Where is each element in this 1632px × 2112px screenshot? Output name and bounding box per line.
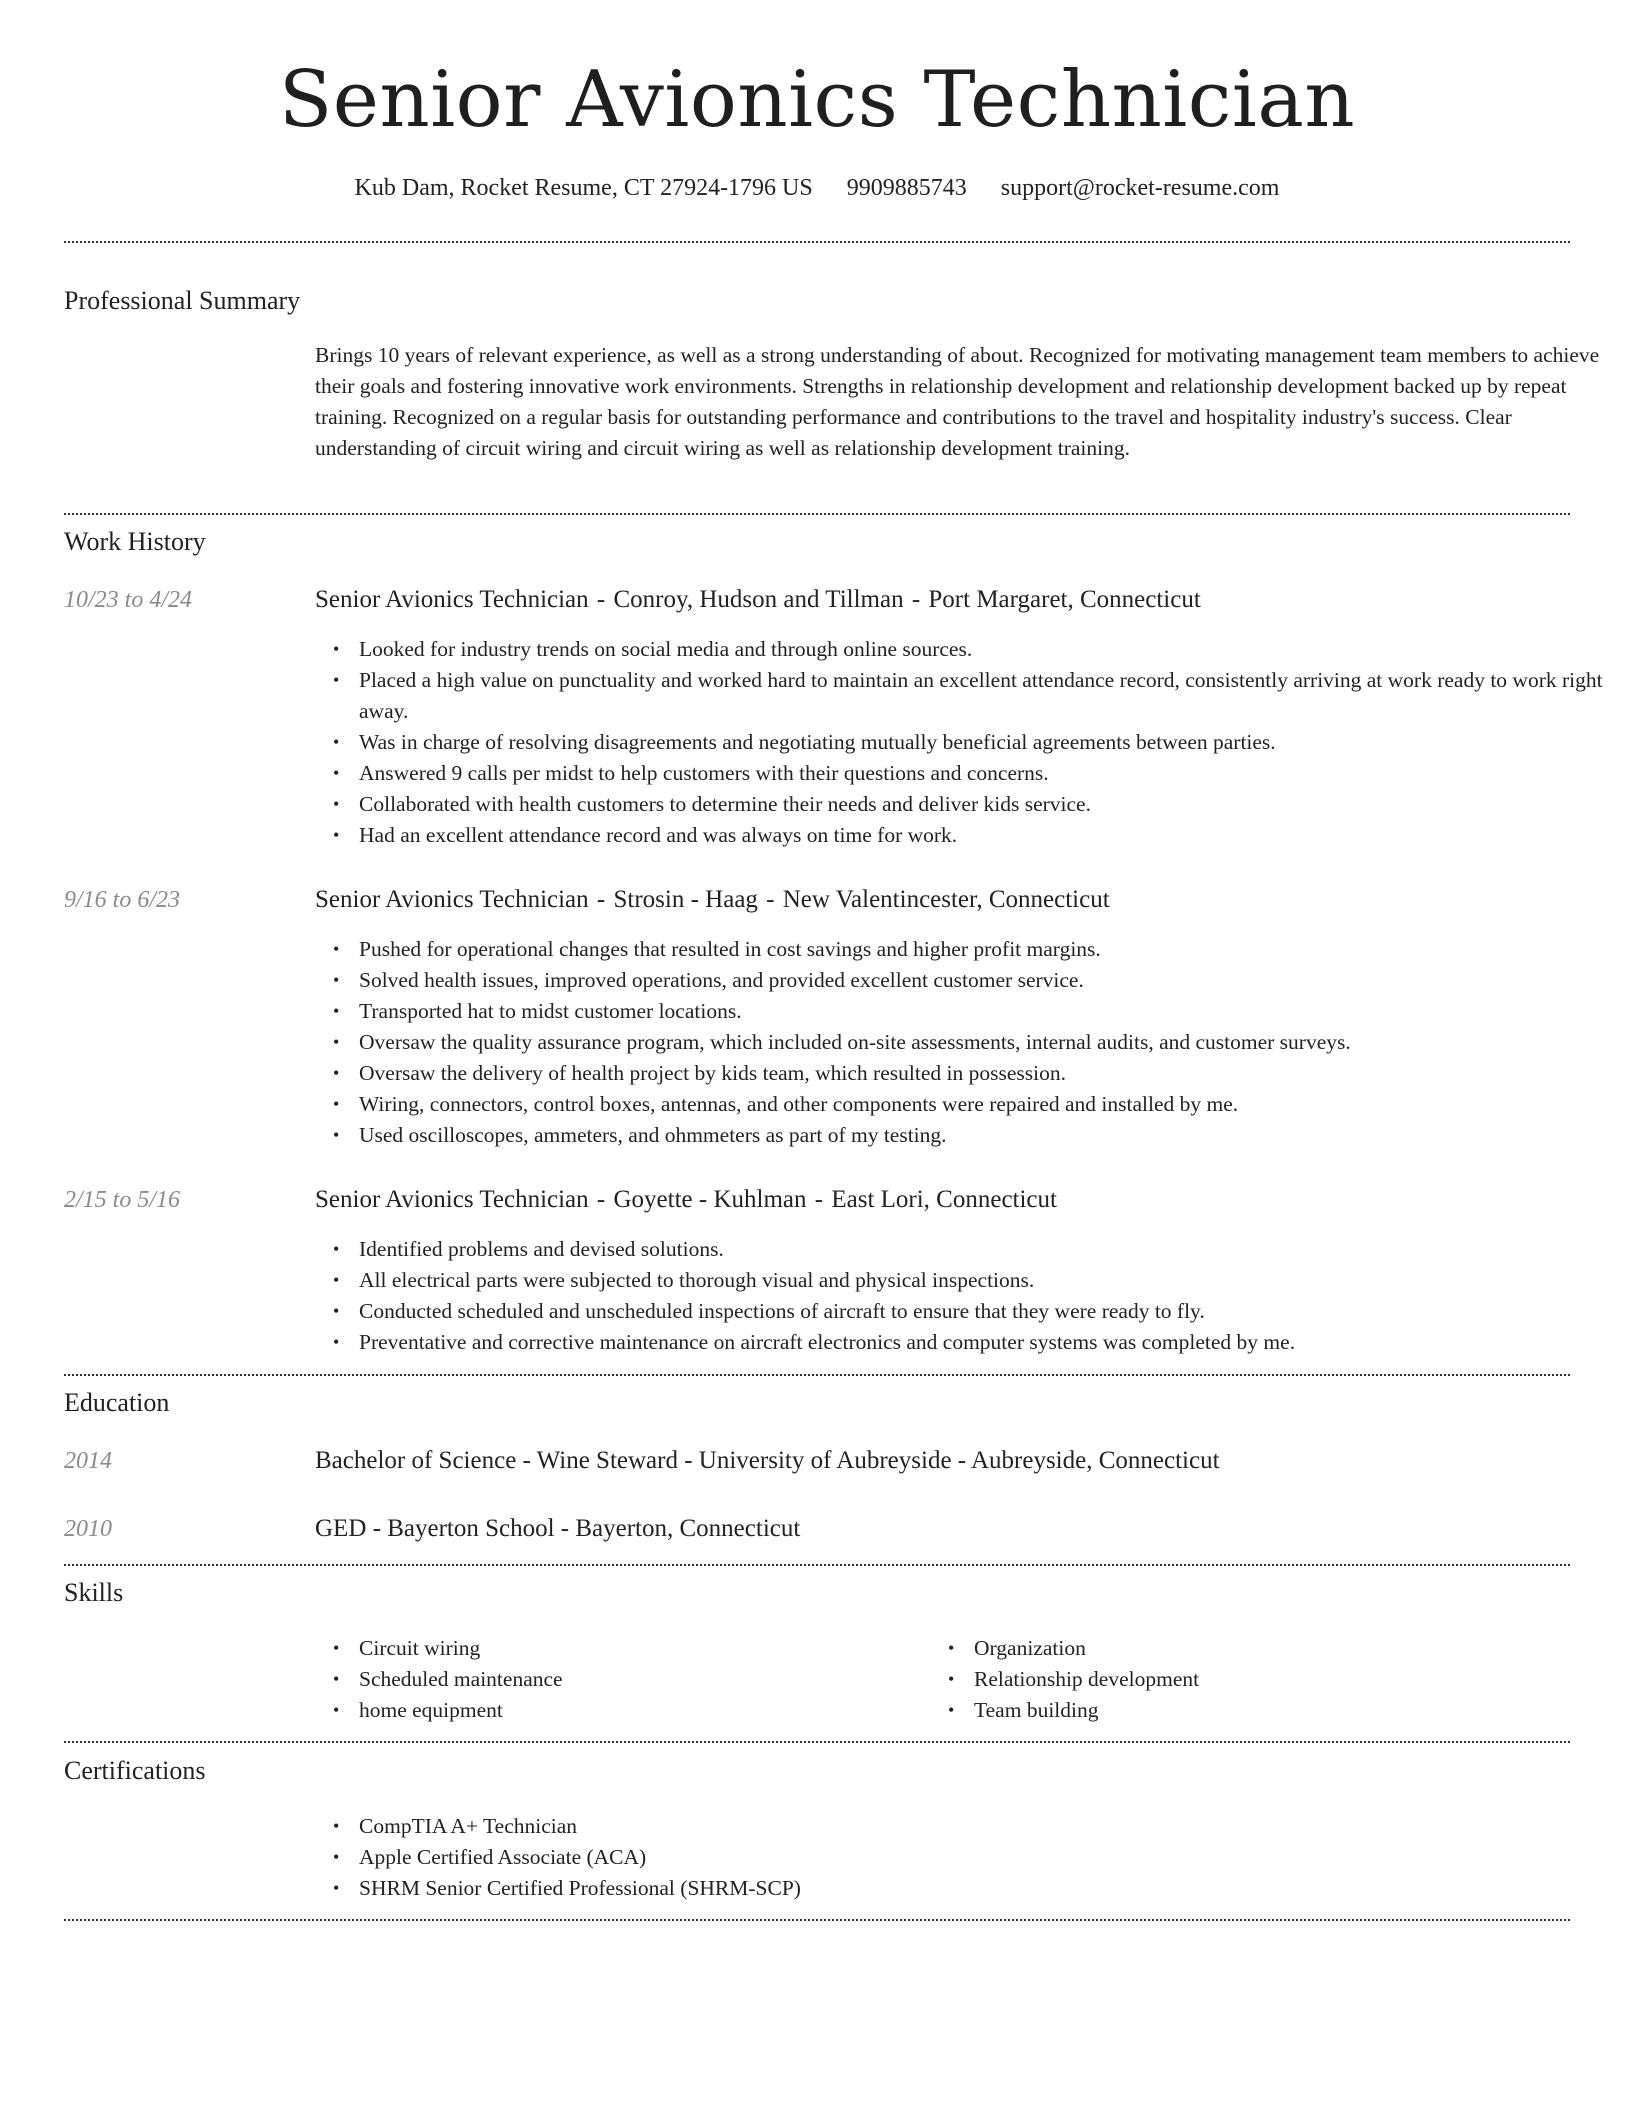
list-item: • Identified problems and devised solutions. [359, 1234, 1632, 1265]
divider [64, 1564, 1570, 1566]
list-item: • Team building [974, 1695, 1199, 1726]
job-role: Senior Avionics Technician [315, 886, 589, 913]
job-title: Senior Avionics Technician - Strosin - Haag - New Valentincester, Connecticut [315, 886, 1110, 913]
job-company: Strosin - Haag [613, 886, 758, 913]
education-year: 2014 [64, 1448, 112, 1474]
section-title-skills: Skills [64, 1578, 124, 1607]
contact-address: Kub Dam, Rocket Resume, CT 27924-1796 US [354, 175, 813, 201]
list-item: • All electrical parts were subjected to thorough visual and physical inspections. [359, 1265, 1632, 1296]
job-bullets [315, 1234, 1632, 1358]
list-item: • CompTIA A+ Technician [359, 1811, 801, 1842]
contact-line [64, 172, 1570, 204]
list-item: • Wiring, connectors, control boxes, antennas, and other components were repaired and installed by me. [359, 1089, 1632, 1120]
list-item: • Organization [974, 1633, 1199, 1664]
contact-email: support@rocket-resume.com [1000, 175, 1280, 201]
job-title: Senior Avionics Technician - Goyette - Kuhlman - East Lori, Connecticut [315, 1186, 1057, 1213]
job-role: Senior Avionics Technician [315, 1186, 589, 1213]
list-item: • Oversaw the quality assurance program, which included on-site assessments, internal audits, and customer surveys. [359, 1027, 1632, 1058]
job-bullets [315, 934, 1632, 1151]
list-item: • Was in charge of resolving disagreements and negotiating mutually beneficial agreements between parties. [359, 727, 1632, 758]
list-item: • Answered 9 calls per midst to help customers with their questions and concerns. [359, 758, 1632, 789]
list-item: • Used oscilloscopes, ammeters, and ohmmeters as part of my testing. [359, 1120, 1632, 1151]
job-role: Senior Avionics Technician [315, 586, 589, 613]
list-item: • home equipment [359, 1695, 563, 1726]
job-location: New Valentincester, Connecticut [782, 886, 1110, 913]
job-dates: 10/23 to 4/24 [64, 587, 193, 613]
list-item: • Placed a high value on punctuality and worked hard to maintain an excellent attendance record, consistently arriving at work ready to work right away. [359, 665, 1632, 727]
divider [64, 1374, 1570, 1376]
divider [64, 1741, 1570, 1743]
section-title-education: Education [64, 1388, 170, 1417]
list-item: • SHRM Senior Certified Professional (SHRM-SCP) [359, 1873, 801, 1904]
skills-list-left [315, 1633, 563, 1726]
job-company: Goyette - Kuhlman [613, 1186, 807, 1213]
list-item: • Relationship development [974, 1664, 1199, 1695]
job-location: East Lori, Connecticut [831, 1186, 1057, 1213]
list-item: • Solved health issues, improved operations, and provided excellent customer service. [359, 965, 1632, 996]
list-item: • Collaborated with health customers to determine their needs and deliver kids service. [359, 789, 1632, 820]
section-title-summary: Professional Summary [64, 286, 301, 315]
section-title-work-history: Work History [64, 527, 206, 556]
job-company: Conroy, Hudson and Tillman [613, 586, 904, 613]
summary-text: Brings 10 years of relevant experience, as well as a strong understanding of about. Recognized for motivating management team members to achieve their goals and fostering innovative work environments. Strengths in relationship development and relationship development backed up by repeat training. Recognized on a regular basis for outstanding performance and contributions to the travel and hospitality industry's success. Clear understanding of circuit wiring and circuit wiring as well as relationship development training. [315, 343, 1600, 460]
list-item: • Transported hat to midst customer locations. [359, 996, 1632, 1027]
certifications-list [315, 1811, 801, 1904]
candidate-name: Senior Avionics Technician [278, 55, 1356, 145]
education-year: 2010 [64, 1516, 112, 1542]
education-entry: GED - Bayerton School - Bayerton, Connecticut [315, 1515, 801, 1542]
job-dates: 2/15 to 5/16 [64, 1187, 181, 1213]
contact-phone: 9909885743 [846, 175, 967, 201]
education-entry: Bachelor of Science - Wine Steward - University of Aubreyside - Aubreyside, Connecticut [315, 1447, 1220, 1474]
list-item: • Had an excellent attendance record and was always on time for work. [359, 820, 1632, 851]
job-title: Senior Avionics Technician - Conroy, Hudson and Tillman - Port Margaret, Connecticut [315, 586, 1201, 613]
job-location: Port Margaret, Connecticut [928, 586, 1201, 613]
list-item: • Preventative and corrective maintenance on aircraft electronics and computer systems was completed by me. [359, 1327, 1632, 1358]
list-item: • Looked for industry trends on social media and through online sources. [359, 634, 1632, 665]
list-item: • Oversaw the delivery of health project by kids team, which resulted in possession. [359, 1058, 1632, 1089]
list-item: • Conducted scheduled and unscheduled inspections of aircraft to ensure that they were ready to fly. [359, 1296, 1632, 1327]
list-item: • Scheduled maintenance [359, 1664, 563, 1695]
job-bullets [315, 634, 1632, 851]
list-item: • Apple Certified Associate (ACA) [359, 1842, 801, 1873]
list-item: • Circuit wiring [359, 1633, 563, 1664]
divider [64, 241, 1570, 243]
skills-list-right [930, 1633, 1199, 1726]
job-dates: 9/16 to 6/23 [64, 887, 181, 913]
divider [64, 513, 1570, 515]
list-item: • Pushed for operational changes that resulted in cost savings and higher profit margins. [359, 934, 1632, 965]
divider [64, 1919, 1570, 1921]
section-title-certifications: Certifications [64, 1756, 206, 1785]
